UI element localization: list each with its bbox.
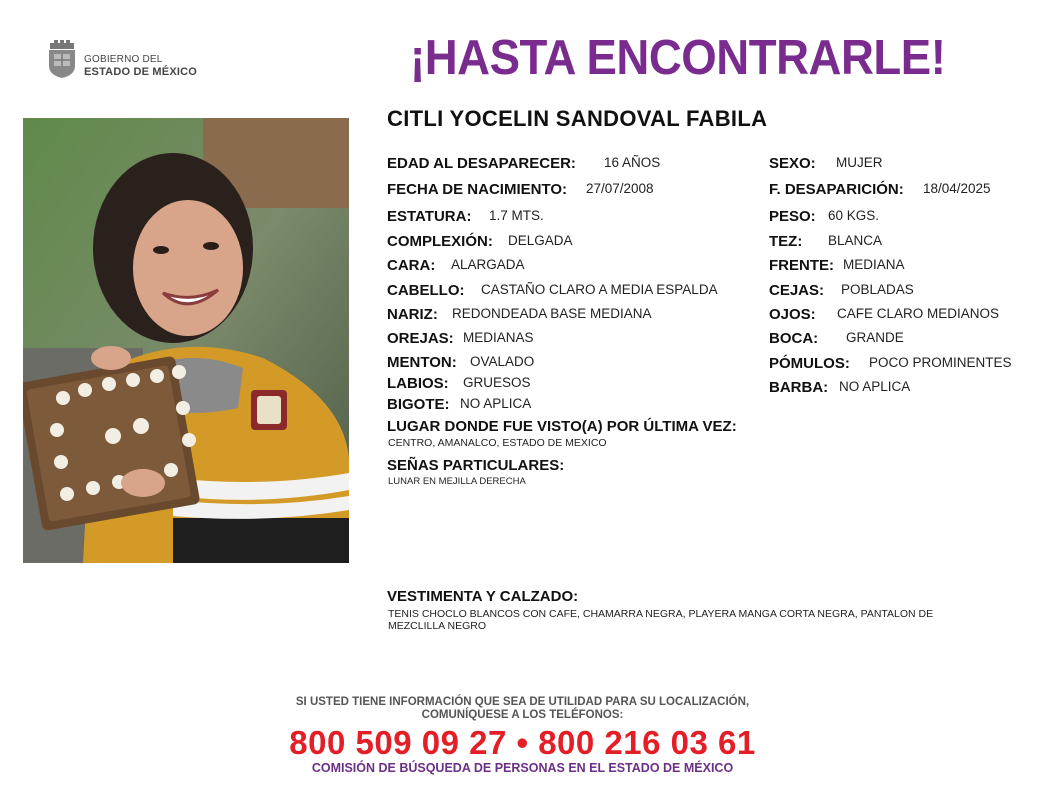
field-label-cheekbones: PÓMULOS: xyxy=(769,355,850,372)
field-value-beard: NO APLICA xyxy=(839,379,911,394)
contact-info-line-1: SI USTED TIENE INFORMACIÓN QUE SEA DE UTILIDAD PARA SU LOCALIZACIÓN, xyxy=(295,696,750,708)
last-seen-value: CENTRO, AMANALCO, ESTADO DE MEXICO xyxy=(388,437,607,449)
clothing-line-1: TENIS CHOCLO BLANCOS CON CAFE, CHAMARRA NEGRA, PLAYERA MANGA CORTA NEGRA, PANTALON DE xyxy=(388,608,934,620)
distinguishing-marks-value: LUNAR EN MEJILLA DERECHA xyxy=(388,476,526,487)
field-label-height: ESTATURA: xyxy=(387,208,472,225)
logo-line-1: GOBIERNO DEL xyxy=(84,54,163,65)
person-name: CITLI YOCELIN SANDOVAL FABILA xyxy=(387,106,768,131)
field-label-complexion: TEZ: xyxy=(769,233,803,250)
state-government-logo xyxy=(46,40,206,80)
phone-numbers: 800 509 09 27 • 800 216 03 61 xyxy=(289,724,756,761)
field-value-birthdate: 27/07/2008 xyxy=(586,181,654,196)
person-photo xyxy=(23,118,349,563)
field-value-complexion: BLANCA xyxy=(828,233,883,248)
state-seal-icon xyxy=(46,40,78,78)
field-label-hair: CABELLO: xyxy=(387,282,465,299)
field-label-birthdate: FECHA DE NACIMIENTO: xyxy=(387,181,567,198)
field-value-nose: REDONDEADA BASE MEDIANA xyxy=(452,306,652,321)
field-value-forehead: MEDIANA xyxy=(843,257,905,272)
field-value-eyes: CAFE CLARO MEDIANOS xyxy=(837,306,1000,321)
field-label-eyes: OJOS: xyxy=(769,306,816,323)
field-value-mouth: GRANDE xyxy=(846,330,904,345)
field-label-nose: NARIZ: xyxy=(387,306,438,323)
field-label-beard: BARBA: xyxy=(769,379,829,396)
field-value-hair: CASTAÑO CLARO A MEDIA ESPALDA xyxy=(481,282,718,297)
field-value-disappearance-date: 18/04/2025 xyxy=(923,181,991,196)
contact-info-line-2: COMUNÍQUESE A LOS TELÉFONOS: xyxy=(421,709,624,721)
field-value-height: 1.7 MTS. xyxy=(489,208,544,223)
distinguishing-marks-label: SEÑAS PARTICULARES: xyxy=(387,457,565,474)
field-value-eyebrows: POBLADAS xyxy=(841,282,914,297)
field-value-build: DELGADA xyxy=(508,233,573,248)
field-value-cheekbones: POCO PROMINENTES xyxy=(869,355,1012,370)
field-label-face: CARA: xyxy=(387,257,436,274)
logo-line-2: ESTADO DE MÉXICO xyxy=(84,66,198,78)
last-seen-label: LUGAR DONDE FUE VISTO(A) POR ÚLTIMA VEZ: xyxy=(387,418,737,435)
field-label-mustache: BIGOTE: xyxy=(387,396,450,413)
field-value-ears: MEDIANAS xyxy=(463,330,534,345)
field-value-mustache: NO APLICA xyxy=(460,396,532,411)
headline: ¡HASTA ENCONTRARLE! xyxy=(410,31,946,85)
clothing-label: VESTIMENTA Y CALZADO: xyxy=(387,588,579,605)
commission-name: COMISIÓN DE BÚSQUEDA DE PERSONAS EN EL ESTADO DE MÉXICO xyxy=(311,761,734,775)
field-label-lips: LABIOS: xyxy=(387,375,449,392)
field-label-eyebrows: CEJAS: xyxy=(769,282,825,299)
field-value-lips: GRUESOS xyxy=(463,375,531,390)
field-value-face: ALARGADA xyxy=(451,257,525,272)
field-value-chin: OVALADO xyxy=(470,354,535,369)
field-value-weight: 60 KGS. xyxy=(828,208,880,223)
field-label-ears: OREJAS: xyxy=(387,330,454,347)
field-label-disappearance-date: F. DESAPARICIÓN: xyxy=(769,181,904,198)
field-label-sex: SEXO: xyxy=(769,155,816,172)
field-value-age: 16 AÑOS xyxy=(604,155,661,170)
field-label-age: EDAD AL DESAPARECER: xyxy=(387,155,576,172)
field-label-mouth: BOCA: xyxy=(769,330,819,347)
field-value-sex: MUJER xyxy=(836,155,883,170)
field-label-build: COMPLEXIÓN: xyxy=(387,233,493,250)
field-label-weight: PESO: xyxy=(769,208,816,225)
field-label-forehead: FRENTE: xyxy=(769,257,834,274)
clothing-line-2: MEZCLILLA NEGRO xyxy=(388,620,487,632)
field-label-chin: MENTON: xyxy=(387,354,457,371)
